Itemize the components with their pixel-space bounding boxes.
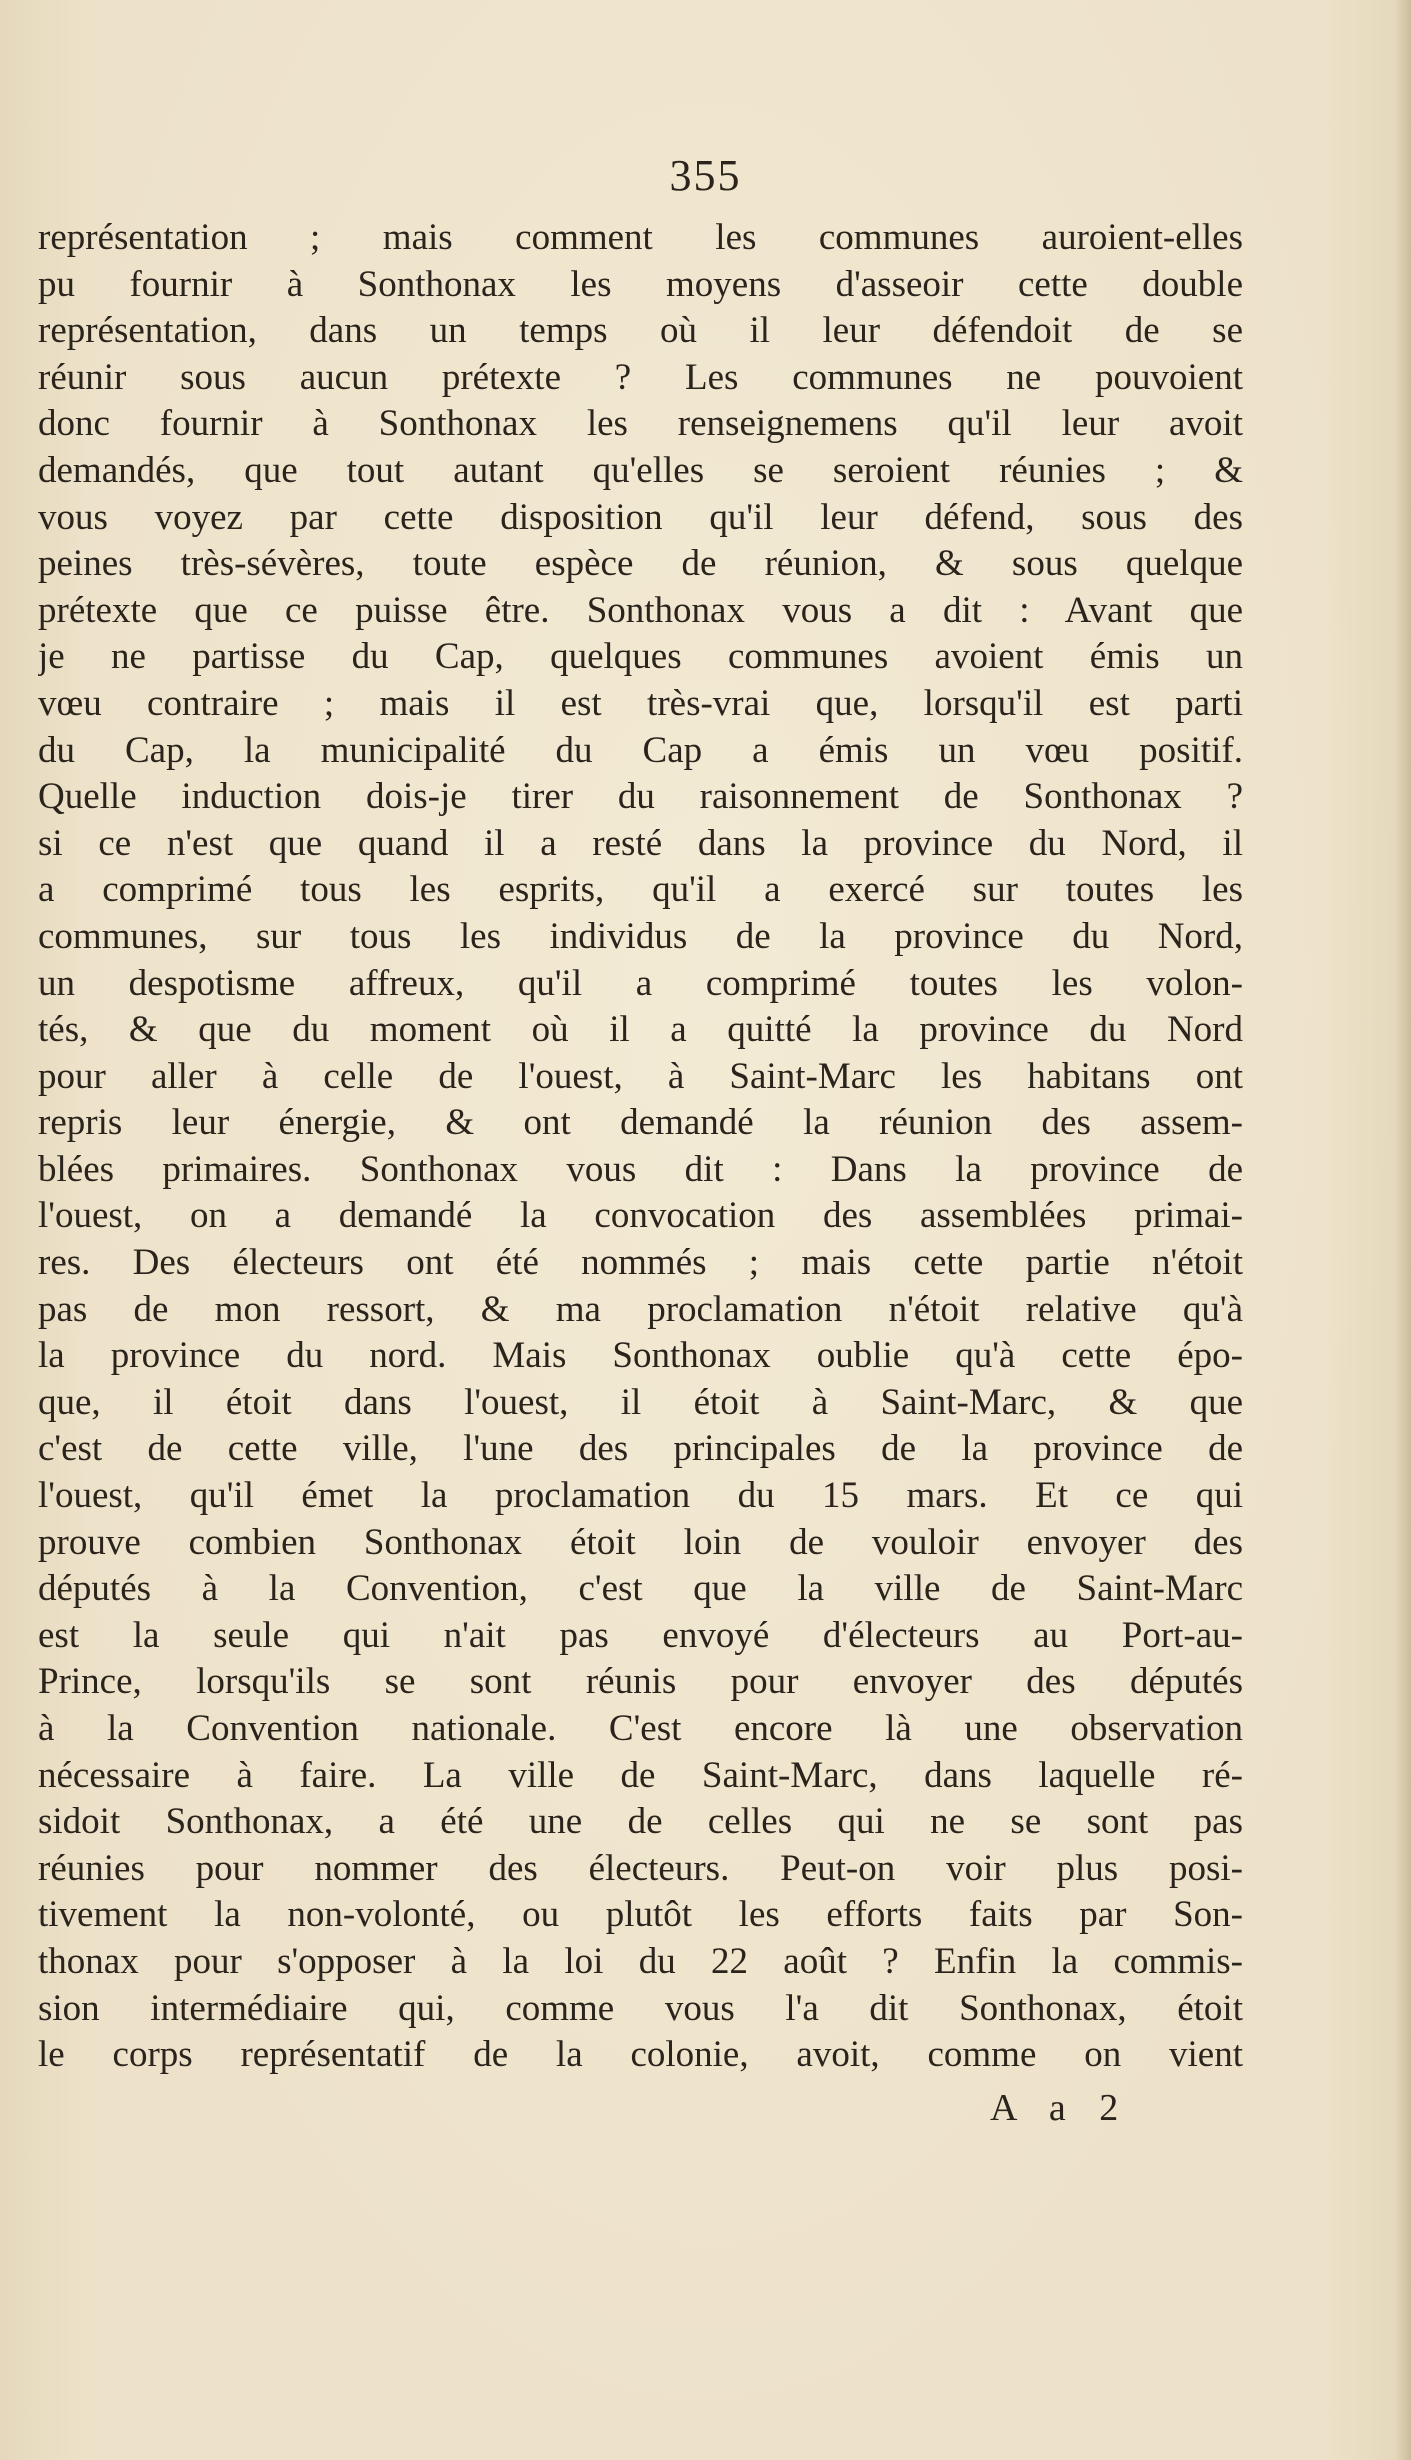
text-line: blées primaires. Sonthonax vous dit : Dans la province de — [38, 1148, 1243, 1190]
text-line: prouve combien Sonthonax étoit loin de vouloir envoyer des — [38, 1521, 1243, 1563]
text-line: du Cap, la municipalité du Cap a émis un vœu positif. — [38, 729, 1243, 771]
text-line: l'ouest, on a demandé la convocation des assemblées primai- — [38, 1195, 1243, 1237]
text-line: res. Des électeurs ont été nommés ; mais cette partie n'étoit — [38, 1242, 1243, 1284]
text-line: représentation, dans un temps où il leur défendoit de se — [38, 310, 1243, 352]
text-line: sidoit Sonthonax, a été une de celles qui ne se sont pas — [38, 1801, 1243, 1843]
text-line: un despotisme affreux, qu'il a comprimé toutes les volon- — [38, 962, 1243, 1004]
text-line: peines très-sévères, toute espèce de réunion, & sous quelque — [38, 543, 1243, 585]
text-line: l'ouest, qu'il émet la proclamation du 15 mars. Et ce qui — [38, 1475, 1243, 1517]
text-line: communes, sur tous les individus de la province du Nord, — [38, 915, 1243, 957]
text-line: tés, & que du moment où il a quitté la province du Nord — [38, 1009, 1243, 1051]
text-line: vous voyez par cette disposition qu'il leur défend, sous des — [38, 496, 1243, 538]
text-line: que, il étoit dans l'ouest, il étoit à Saint-Marc, & que — [38, 1381, 1243, 1423]
text-line: représentation ; mais comment les communes auroient-elles — [38, 217, 1243, 258]
text-line: prétexte que ce puisse être. Sonthonax vous a dit : Avant que — [38, 589, 1243, 631]
text-line: pour aller à celle de l'ouest, à Saint-Marc les habitans ont — [38, 1055, 1243, 1097]
body-text — [38, 215, 1243, 2079]
text-line: sion intermédiaire qui, comme vous l'a dit Sonthonax, étoit — [38, 1987, 1243, 2029]
text-line: tivement la non-volonté, ou plutôt les efforts faits par Son- — [38, 1894, 1243, 1936]
text-line: a comprimé tous les esprits, qu'il a exercé sur toutes les — [38, 869, 1243, 911]
page-number: 355 — [669, 151, 742, 200]
text-line: Quelle induction dois-je tirer du raisonnement de Sonthonax ? — [38, 776, 1243, 818]
text-line: réunir sous aucun prétexte ? Les communes ne pouvoient — [38, 356, 1243, 398]
page-fold-shadow — [1395, 0, 1411, 2460]
text-line: le corps représentatif de la colonie, avoit, comme on vient — [38, 2034, 1243, 2076]
text-line: est la seule qui n'ait pas envoyé d'électeurs au Port-au- — [38, 1614, 1243, 1656]
text-line: donc fournir à Sonthonax les renseignemens qu'il leur avoit — [38, 403, 1243, 445]
text-line: c'est de cette ville, l'une des principales de la province de — [38, 1428, 1243, 1470]
text-line: députés à la Convention, c'est que la ville de Saint-Marc — [38, 1568, 1243, 1610]
text-line: à la Convention nationale. C'est encore là une observation — [38, 1708, 1243, 1749]
text-line: si ce n'est que quand il a resté dans la province du Nord, il — [38, 822, 1243, 864]
text-line: Prince, lorsqu'ils se sont réunis pour envoyer des députés — [38, 1661, 1243, 1703]
text-line: demandés, que tout autant qu'elles se seroient réunies ; & — [38, 449, 1243, 491]
text-line: réunies pour nommer des électeurs. Peut-on voir plus posi- — [38, 1847, 1243, 1889]
text-line: la province du nord. Mais Sonthonax oublie qu'à cette épo- — [38, 1335, 1243, 1377]
text-line: je ne partisse du Cap, quelques communes avoient émis un — [38, 636, 1243, 678]
text-line: pas de mon ressort, & ma proclamation n'étoit relative qu'à — [38, 1288, 1243, 1330]
signature-mark: A a 2 — [990, 2087, 1131, 2129]
text-line: pu fournir à Sonthonax les moyens d'asseoir cette double — [38, 263, 1243, 305]
text-line: nécessaire à faire. La ville de Saint-Marc, dans laquelle ré- — [38, 1754, 1243, 1796]
text-line: vœu contraire ; mais il est très-vrai que, lorsqu'il est parti — [38, 682, 1243, 724]
text-line: thonax pour s'opposer à la loi du 22 août ? Enfin la commis- — [38, 1940, 1243, 1982]
text-line: repris leur énergie, & ont demandé la réunion des assem- — [38, 1102, 1243, 1144]
